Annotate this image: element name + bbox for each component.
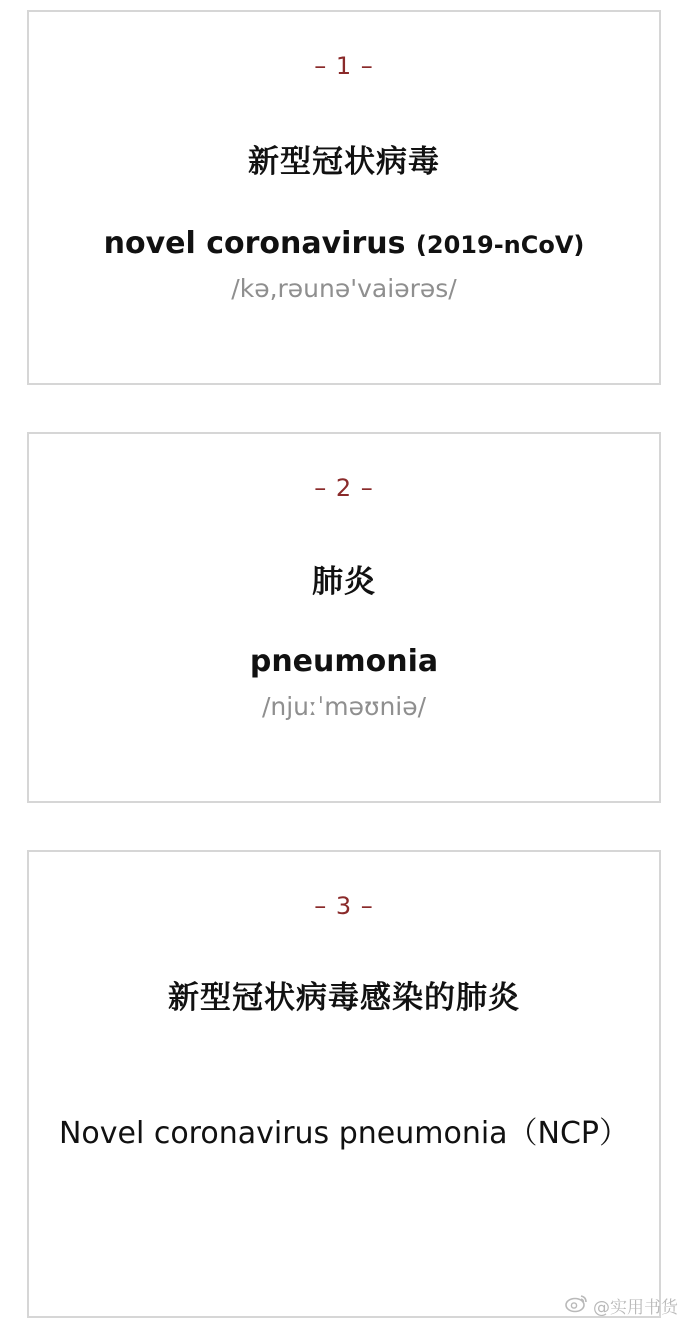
english-term: Novel coronavirus pneumonia（NCP） <box>58 1116 630 1151</box>
term-card-3 <box>27 850 661 1318</box>
term-card-1 <box>27 10 661 385</box>
term-card-2 <box>27 432 661 803</box>
phonetic: /kə,rəunə'vaiərəs/ <box>231 274 457 303</box>
chinese-term: 肺炎 <box>312 564 376 600</box>
weibo-icon <box>565 1293 589 1318</box>
english-term-abbr: (2019-nCoV) <box>415 231 585 259</box>
phonetic: /njuːˈməʊniə/ <box>261 692 427 721</box>
card-number: – 1 – <box>314 52 374 80</box>
chinese-term: 新型冠状病毒感染的肺炎 <box>168 980 520 1016</box>
chinese-term: 新型冠状病毒 <box>248 144 440 180</box>
watermark <box>565 1293 678 1318</box>
english-term-text: novel coronavirus <box>103 226 406 261</box>
card-number: – 3 – <box>314 892 374 920</box>
watermark-text: @实用书货 <box>593 1298 678 1318</box>
english-term-text: pneumonia <box>249 644 439 679</box>
english-term <box>29 226 659 261</box>
english-term <box>29 644 659 679</box>
card-number: – 2 – <box>314 474 374 502</box>
